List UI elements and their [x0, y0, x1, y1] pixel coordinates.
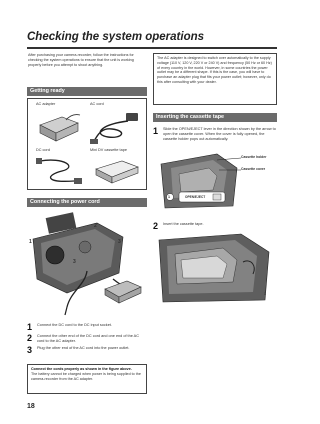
- dc-cord-label: DC cord: [36, 148, 50, 152]
- step-number: 2: [153, 221, 159, 231]
- cassette-cover-label: Cassette cover: [241, 167, 266, 171]
- step-item: [153, 222, 277, 231]
- ac-adapter-label: AC adapter: [36, 102, 56, 106]
- note-text: The battery cannot be charged when power is being supplied to the camera-recorder from the AC adapter.: [31, 371, 141, 381]
- note-bold-text: Connect the cords properly as shown in the figure above.: [31, 367, 132, 371]
- cassette-illustration: [92, 157, 142, 187]
- step-text: Slide the OPEN/EJECT lever in the direction shown by the arrow to open the cassette cover. When the cover is fully opened, the cassette holder pops out automatically.: [163, 127, 276, 141]
- getting-ready-figure: [27, 98, 147, 190]
- camera-power-illustration: [27, 209, 147, 319]
- adapter-note-box: [153, 53, 277, 105]
- getting-ready-heading: Getting ready: [27, 87, 147, 96]
- step-number: 3: [27, 344, 33, 355]
- step-text: Plug the other end of the AC cord into the power outlet.: [37, 345, 130, 350]
- adapter-note-text: The AC adapter is designed to switch over automatically to the supply voltage (110 V, 120 V, 220 V or 240 V) and frequency (50 Hz or 60 Hz) of every country in the world. However, in some countries the power outlet may be a different shape. If this is the case, you will have to purchase an adapter plug that fits your power outlet; however, only do this after consulting with your dealer.: [157, 56, 272, 84]
- callout-3: 3: [118, 239, 121, 245]
- title-rule: [27, 47, 277, 49]
- power-cord-steps: [27, 323, 147, 355]
- cassette-cover-photo: [157, 150, 277, 212]
- cassette-holder-label: Cassette holder: [241, 155, 267, 159]
- intro-paragraph: After purchasing your camera-recorder, follow the instructions for checking the system operations to ensure that the unit is working properly before you attempt to shoot anything.: [28, 53, 134, 67]
- step-text: Insert the cassette tape.: [163, 222, 204, 226]
- callout-3b: 3: [73, 259, 76, 265]
- ac-cord-illustration: [88, 111, 144, 145]
- callout-2: 2: [94, 223, 97, 229]
- step-item: [153, 127, 277, 141]
- cassette-cover-illustration: [157, 150, 277, 212]
- inserting-step-1: [153, 127, 277, 141]
- insert-marker: 1: [264, 292, 266, 296]
- step-item: [27, 323, 147, 332]
- power-cord-heading: Connecting the power cord: [27, 198, 147, 207]
- dc-cord-illustration: [34, 155, 86, 187]
- cassette-label: Mini DV cassette tape: [90, 148, 127, 152]
- inserting-heading: Inserting the cassette tape: [153, 113, 277, 122]
- power-cord-photo: [27, 209, 147, 319]
- page-number: 18: [27, 403, 35, 410]
- callout-1: 1: [29, 239, 32, 245]
- step-number: 1: [153, 126, 159, 136]
- open-eject-marker: 1: [168, 195, 170, 199]
- step-item: [27, 346, 147, 355]
- step-text: Connect the DC cord to the DC input socket.: [37, 323, 112, 327]
- power-note-box: [27, 364, 147, 394]
- insert-tape-illustration: [157, 232, 277, 304]
- ac-adapter-illustration: [36, 111, 82, 145]
- ac-cord-label: AC cord: [90, 102, 104, 106]
- step-text: Connect the other end of the DC cord and one end of the AC cord to the AC adapter.: [37, 334, 139, 343]
- step-number: 1: [27, 322, 33, 332]
- inserting-step-2: [153, 222, 277, 231]
- insert-tape-photo: [157, 232, 277, 304]
- open-eject-label: OPEN/EJECT: [185, 195, 206, 199]
- step-item: [27, 334, 147, 344]
- page-title: Checking the system operations: [27, 31, 205, 43]
- step-number: 2: [27, 333, 33, 343]
